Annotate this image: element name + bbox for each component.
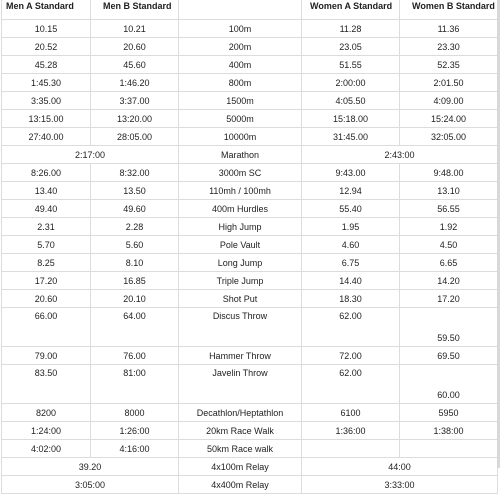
- event-cell: 400m: [179, 56, 302, 74]
- women-b-cell: 56.55: [400, 200, 498, 218]
- table-row: [2, 74, 498, 92]
- women-b-cell: 32:05.00: [400, 128, 498, 146]
- event-cell: 5000m: [179, 110, 302, 128]
- men-b-cell: 76.00: [91, 347, 179, 365]
- event-cell: 50km Race walk: [179, 440, 302, 458]
- event-cell: 800m: [179, 74, 302, 92]
- women-b-cell: 14.20: [400, 272, 498, 290]
- women-a-cell: 11.28: [302, 20, 400, 38]
- men-b-cell: 4:16:00: [91, 440, 179, 458]
- women-b-cell: 4:09.00: [400, 92, 498, 110]
- men-a-cell: 20.52: [2, 38, 91, 56]
- men-a-cell: 13.40: [2, 182, 91, 200]
- table-row: [2, 236, 498, 254]
- women-a-cell: 72.00: [302, 347, 400, 365]
- women-a-cell: 1.95: [302, 218, 400, 236]
- men-a-cell: 13:15.00: [2, 110, 91, 128]
- women-a-cell: 31:45.00: [302, 128, 400, 146]
- event-cell: Discus Throw: [179, 308, 302, 347]
- men-b-cell: 13:20.00: [91, 110, 179, 128]
- men-b-cell: 2.28: [91, 218, 179, 236]
- header-women-b: Women B Standard: [400, 0, 498, 20]
- women-a-cell: 62.00: [302, 308, 400, 347]
- table-row: [2, 146, 498, 164]
- men-a-cell: 5.70: [2, 236, 91, 254]
- men-b-cell: 20.10: [91, 290, 179, 308]
- men-a-cell: 10.15: [2, 20, 91, 38]
- women-b-cell: 1:38:00: [400, 422, 498, 440]
- event-cell: High Jump: [179, 218, 302, 236]
- men-b-cell: 49.60: [91, 200, 179, 218]
- event-cell: 4x100m Relay: [179, 458, 302, 476]
- men-a-cell: 3:35.00: [2, 92, 91, 110]
- event-cell: 20km Race Walk: [179, 422, 302, 440]
- women-b-cell: 5950: [400, 404, 498, 422]
- women-a-cell: 12.94: [302, 182, 400, 200]
- men-a-cell: 1:24:00: [2, 422, 91, 440]
- women-a-cell: 14.40: [302, 272, 400, 290]
- women-combined-cell: 2:43:00: [302, 146, 498, 164]
- men-a-cell: 79.00: [2, 347, 91, 365]
- women-b-cell: 69.50: [400, 347, 498, 365]
- women-a-cell: 15:18.00: [302, 110, 400, 128]
- women-b-cell: 60.00: [400, 365, 498, 404]
- table-row: [2, 365, 498, 404]
- women-a-cell: 51.55: [302, 56, 400, 74]
- table-row: [2, 422, 498, 440]
- men-a-cell: 45.28: [2, 56, 91, 74]
- qualifying-standards-table: [1, 0, 498, 494]
- table-row: [2, 38, 498, 56]
- table-row: [2, 440, 498, 458]
- men-a-cell: 8200: [2, 404, 91, 422]
- women-b-cell: 1.92: [400, 218, 498, 236]
- women-b-cell: 2:01.50: [400, 74, 498, 92]
- table-row: [2, 164, 498, 182]
- women-b-cell: 6.65: [400, 254, 498, 272]
- table-row: [2, 458, 498, 476]
- table-row: [2, 476, 498, 494]
- women-a-cell: 1:36:00: [302, 422, 400, 440]
- women-b-cell: 15:24.00: [400, 110, 498, 128]
- women-b-cell: 23.30: [400, 38, 498, 56]
- header-event: [179, 0, 302, 20]
- event-cell: 400m Hurdles: [179, 200, 302, 218]
- men-b-cell: 10.21: [91, 20, 179, 38]
- table-row: [2, 308, 498, 347]
- event-cell: Marathon: [179, 146, 302, 164]
- men-b-cell: 20.60: [91, 38, 179, 56]
- event-cell: Long Jump: [179, 254, 302, 272]
- women-b-cell: 9:48.00: [400, 164, 498, 182]
- men-a-cell: 27:40.00: [2, 128, 91, 146]
- men-b-cell: 1:26:00: [91, 422, 179, 440]
- men-b-cell: 8.10: [91, 254, 179, 272]
- women-a-cell: 4:05.50: [302, 92, 400, 110]
- men-b-cell: 45.60: [91, 56, 179, 74]
- women-b-cell: 13.10: [400, 182, 498, 200]
- table-row: [2, 20, 498, 38]
- women-b-cell: [400, 440, 498, 458]
- men-a-cell: 66.00: [2, 308, 91, 347]
- men-b-cell: 5.60: [91, 236, 179, 254]
- event-cell: 100m: [179, 20, 302, 38]
- table-row: [2, 290, 498, 308]
- men-a-cell: 8:26.00: [2, 164, 91, 182]
- men-combined-cell: 3:05:00: [2, 476, 179, 494]
- table-row: [2, 56, 498, 74]
- men-a-cell: 20.60: [2, 290, 91, 308]
- men-a-cell: 17.20: [2, 272, 91, 290]
- women-b-cell: 11.36: [400, 20, 498, 38]
- men-combined-cell: 39.20: [2, 458, 179, 476]
- women-a-cell: 62.00: [302, 365, 400, 404]
- men-b-cell: 28:05.00: [91, 128, 179, 146]
- men-a-cell: 4:02:00: [2, 440, 91, 458]
- table-row: [2, 404, 498, 422]
- event-cell: 4x400m Relay: [179, 476, 302, 494]
- table-row: [2, 110, 498, 128]
- event-cell: Shot Put: [179, 290, 302, 308]
- women-b-cell: 59.50: [400, 308, 498, 347]
- table-row: [2, 272, 498, 290]
- event-cell: Hammer Throw: [179, 347, 302, 365]
- table-row: [2, 128, 498, 146]
- women-b-cell: 4.50: [400, 236, 498, 254]
- table-row: [2, 92, 498, 110]
- men-b-cell: 13.50: [91, 182, 179, 200]
- header-row: [2, 0, 498, 20]
- men-combined-cell: 2:17:00: [2, 146, 179, 164]
- event-cell: Decathlon/Heptathlon: [179, 404, 302, 422]
- men-b-cell: 8:32.00: [91, 164, 179, 182]
- men-b-cell: 16.85: [91, 272, 179, 290]
- women-a-cell: 2:00:00: [302, 74, 400, 92]
- women-combined-cell: 44:00: [302, 458, 498, 476]
- event-cell: 10000m: [179, 128, 302, 146]
- men-b-cell: 81:00: [91, 365, 179, 404]
- women-a-cell: 4.60: [302, 236, 400, 254]
- women-a-cell: 6.75: [302, 254, 400, 272]
- event-cell: 200m: [179, 38, 302, 56]
- men-b-cell: 3:37.00: [91, 92, 179, 110]
- event-cell: 3000m SC: [179, 164, 302, 182]
- table-row: [2, 182, 498, 200]
- event-cell: Javelin Throw: [179, 365, 302, 404]
- women-a-cell: [302, 440, 400, 458]
- table-row: [2, 347, 498, 365]
- women-b-cell: 17.20: [400, 290, 498, 308]
- event-cell: 1500m: [179, 92, 302, 110]
- women-a-cell: 18.30: [302, 290, 400, 308]
- header-men-a: Men A Standard: [2, 0, 91, 20]
- men-a-cell: 2.31: [2, 218, 91, 236]
- men-a-cell: 8.25: [2, 254, 91, 272]
- men-a-cell: 1:45.30: [2, 74, 91, 92]
- women-a-cell: 55.40: [302, 200, 400, 218]
- table-row: [2, 218, 498, 236]
- event-cell: 110mh / 100mh: [179, 182, 302, 200]
- men-a-cell: 83.50: [2, 365, 91, 404]
- women-a-cell: 6100: [302, 404, 400, 422]
- women-combined-cell: 3:33:00: [302, 476, 498, 494]
- women-b-cell: 52.35: [400, 56, 498, 74]
- women-a-cell: 23.05: [302, 38, 400, 56]
- men-b-cell: 1:46.20: [91, 74, 179, 92]
- event-cell: Pole Vault: [179, 236, 302, 254]
- men-a-cell: 49.40: [2, 200, 91, 218]
- header-women-a: Women A Standard: [302, 0, 400, 20]
- table-row: [2, 254, 498, 272]
- header-men-b: Men B Standard: [91, 0, 179, 20]
- men-b-cell: 64.00: [91, 308, 179, 347]
- women-a-cell: 9:43.00: [302, 164, 400, 182]
- table-row: [2, 200, 498, 218]
- event-cell: Triple Jump: [179, 272, 302, 290]
- men-b-cell: 8000: [91, 404, 179, 422]
